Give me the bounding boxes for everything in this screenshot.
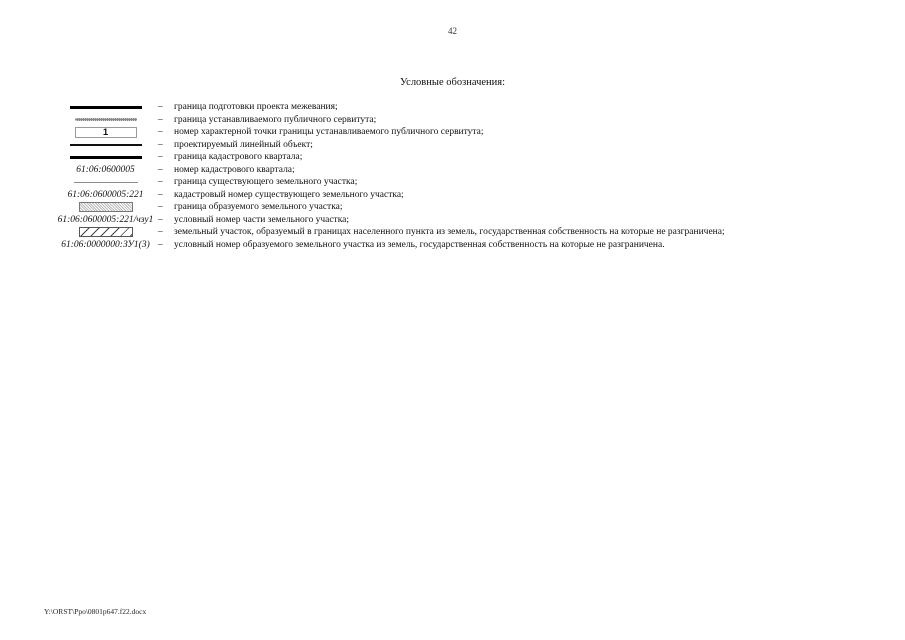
legend-row-linear-object: [34, 139, 894, 152]
legend-row-point-number: [34, 126, 894, 139]
legend-row-existing-plot-boundary: [34, 176, 894, 189]
legend-description: земельный участок, образуемый в границах населенного пункта из земель, государственная собственность на которые не разграничена;: [174, 227, 725, 237]
legend-row-existing-plot-number: [34, 189, 894, 202]
legend-description: номер кадастрового квартала;: [174, 164, 295, 175]
legend-dash: –: [158, 139, 163, 150]
legend-dash: –: [158, 164, 163, 175]
legend-title: Условные обозначения:: [399, 77, 505, 88]
legend-dash: –: [158, 114, 163, 125]
legend-row-settlement-plot: [34, 226, 894, 239]
diagonal-hatch-symbol: [79, 227, 133, 237]
legend-row-quarter-boundary: [34, 151, 894, 164]
hatched-box-symbol: [79, 202, 133, 212]
legend-dash: –: [158, 177, 163, 187]
cadastral-code-symbol: 61:06:0600005:221: [67, 189, 144, 200]
point-number-symbol: [75, 127, 137, 138]
legend-row-project-boundary: [34, 101, 894, 114]
legend-description: условный номер части земельного участка;: [174, 214, 350, 225]
legend-row-servitude-boundary: [34, 114, 894, 127]
legend-row-quarter-number: [34, 164, 894, 177]
thick-line-symbol: [70, 156, 142, 159]
legend-dash: –: [158, 202, 163, 212]
point-number-label: 1: [102, 126, 109, 138]
legend-description: граница существующего земельного участка;: [174, 177, 358, 187]
legend-description: условный номер образуемого земельного участка из земель, государственная собственность на которые не разграничена.: [174, 239, 665, 250]
cadastral-code-symbol: 61:06:0000000:ЗУ1(3): [61, 239, 150, 250]
legend-dash: –: [158, 152, 163, 162]
legend-dash: –: [158, 239, 163, 250]
legend-dash: –: [158, 127, 163, 137]
legend-description: проектируемый линейный объект;: [174, 139, 313, 150]
legend-description: кадастровый номер существующего земельного участка;: [174, 189, 404, 200]
thin-line-symbol: [74, 182, 138, 183]
cadastral-code-symbol: 61:06:0600005:221/чзу1: [57, 214, 154, 225]
legend-description: граница устанавливаемого публичного сервитута;: [174, 114, 377, 125]
dotted-line-symbol: [75, 118, 137, 121]
legend-dash: –: [158, 214, 163, 225]
cadastral-code-symbol: 61:06:0600005: [76, 164, 135, 175]
page-number: 42: [448, 26, 457, 36]
legend: [34, 101, 894, 251]
legend-dash: –: [158, 102, 163, 112]
legend-description: граница образуемого земельного участка;: [174, 202, 343, 212]
legend-row-plot-part-number: [34, 214, 894, 227]
legend-row-new-plot-number: [34, 239, 894, 252]
footer-file-path: Y:\ORST\Ppo\0801p647.f22.docx: [44, 607, 147, 616]
legend-dash: –: [158, 189, 163, 200]
legend-description: граница подготовки проекта межевания;: [174, 102, 338, 112]
legend-description: номер характерной точки границы устанавливаемого публичного сервитута;: [174, 127, 484, 137]
legend-dash: –: [158, 227, 163, 237]
thick-line-symbol: [70, 106, 142, 109]
medium-line-symbol: [70, 144, 142, 146]
legend-row-new-plot-boundary: [34, 201, 894, 214]
legend-description: граница кадастрового квартала;: [174, 152, 303, 162]
